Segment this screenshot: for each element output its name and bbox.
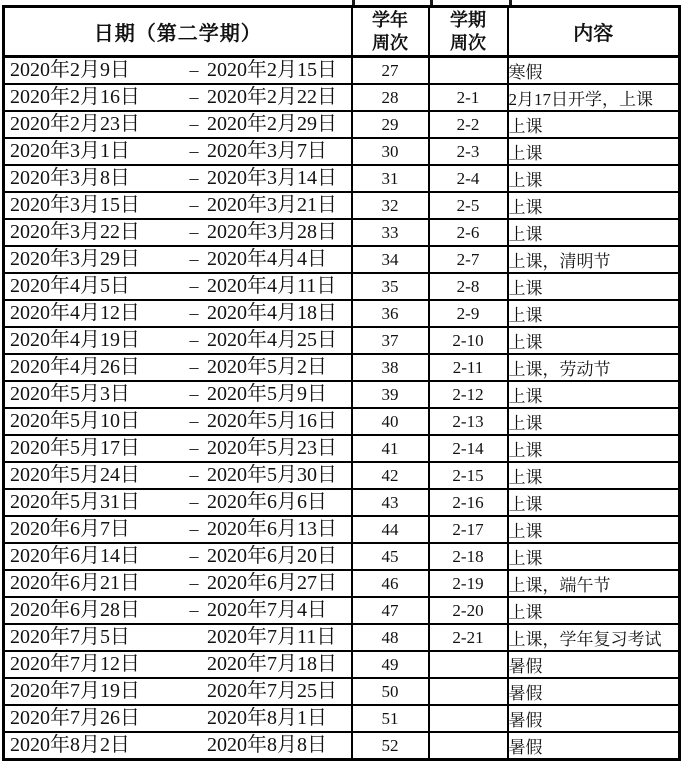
- date-separator: –: [189, 438, 199, 458]
- date-range: [5, 275, 351, 299]
- date-range: [5, 518, 351, 542]
- date-range: [5, 302, 351, 326]
- semester-week-cell: 2-16: [429, 489, 508, 516]
- content-cell: 上课，劳动节: [508, 354, 680, 381]
- content-cell: 暑假: [508, 705, 680, 732]
- content-cell: 上课: [508, 219, 680, 246]
- start-date: 2020年6月21日: [10, 572, 140, 594]
- date-range-cell: [4, 732, 352, 760]
- start-date: 2020年5月10日: [10, 410, 140, 432]
- start-date: 2020年7月5日: [10, 626, 130, 648]
- year-week-cell: 29: [352, 111, 429, 138]
- end-date: 2020年7月25日: [207, 680, 337, 702]
- start-date: 2020年8月2日: [10, 734, 130, 756]
- date-range: [5, 194, 351, 218]
- end-date: 2020年8月1日: [207, 707, 327, 729]
- date-range: [5, 356, 351, 380]
- start-date: 2020年5月17日: [10, 437, 140, 459]
- start-date: 2020年7月12日: [10, 653, 140, 675]
- semester-week-cell: 2-9: [429, 300, 508, 327]
- table-row: [4, 300, 680, 327]
- content-cell: 暑假: [508, 678, 680, 705]
- date-range: [5, 140, 351, 164]
- date-separator: –: [189, 600, 199, 620]
- year-week-cell: 36: [352, 300, 429, 327]
- col-header-date: [4, 7, 352, 57]
- date-range: [5, 86, 351, 110]
- semester-week-cell: 2-12: [429, 381, 508, 408]
- end-date: 2020年7月4日: [207, 599, 327, 621]
- table-row: [4, 246, 680, 273]
- date-range-cell: [4, 192, 352, 219]
- year-week-cell: 35: [352, 273, 429, 300]
- semester-week-cell: [429, 732, 508, 760]
- date-separator: –: [189, 87, 199, 107]
- content-cell: 上课，学年复习考试: [508, 624, 680, 651]
- start-date: 2020年7月26日: [10, 707, 140, 729]
- table-row: [4, 705, 680, 732]
- table-row: [4, 435, 680, 462]
- semester-week-cell: 2-21: [429, 624, 508, 651]
- table-row: [4, 543, 680, 570]
- date-separator: –: [189, 384, 199, 404]
- end-date: 2020年4月25日: [207, 329, 337, 351]
- semester-week-cell: 2-17: [429, 516, 508, 543]
- content-cell: 上课: [508, 327, 680, 354]
- date-separator: –: [189, 114, 199, 134]
- year-week-cell: 33: [352, 219, 429, 246]
- date-range-cell: [4, 624, 352, 651]
- date-range: [5, 167, 351, 191]
- year-week-cell: 49: [352, 651, 429, 678]
- semester-week-cell: 2-2: [429, 111, 508, 138]
- date-separator: –: [189, 573, 199, 593]
- date-separator: –: [189, 519, 199, 539]
- semester-week-cell: 2-5: [429, 192, 508, 219]
- end-date: 2020年2月15日: [207, 59, 337, 81]
- end-date: 2020年4月4日: [207, 248, 327, 270]
- content-cell: 上课: [508, 489, 680, 516]
- date-range-cell: [4, 354, 352, 381]
- content-cell: 上课: [508, 138, 680, 165]
- year-week-cell: 51: [352, 705, 429, 732]
- start-date: 2020年2月9日: [10, 59, 130, 81]
- date-range-cell: [4, 381, 352, 408]
- date-range: [5, 329, 351, 353]
- date-range-cell: [4, 678, 352, 705]
- semester-week-cell: 2-1: [429, 84, 508, 111]
- year-week-cell: 39: [352, 381, 429, 408]
- year-week-cell: 40: [352, 408, 429, 435]
- end-date: 2020年6月13日: [207, 518, 337, 540]
- year-week-label-line2: 周次: [372, 32, 408, 53]
- table-row: [4, 273, 680, 300]
- date-range: [5, 680, 351, 704]
- year-week-cell: 38: [352, 354, 429, 381]
- semester-week-cell: 2-8: [429, 273, 508, 300]
- semester-week-cell: [429, 651, 508, 678]
- table-row: [4, 678, 680, 705]
- date-range-cell: [4, 327, 352, 354]
- date-range: [5, 383, 351, 407]
- semester-week-cell: 2-7: [429, 246, 508, 273]
- semester-week-cell: 2-3: [429, 138, 508, 165]
- end-date: 2020年3月7日: [207, 140, 327, 162]
- semester-week-cell: 2-13: [429, 408, 508, 435]
- date-separator: –: [189, 357, 199, 377]
- end-date: 2020年7月18日: [207, 653, 337, 675]
- semester-week-label-line2: 周次: [450, 32, 486, 53]
- semester-week-cell: 2-20: [429, 597, 508, 624]
- start-date: 2020年2月23日: [10, 113, 140, 135]
- content-cell: 上课: [508, 543, 680, 570]
- semester-week-cell: 2-19: [429, 570, 508, 597]
- table-row: [4, 57, 680, 85]
- year-week-cell: 46: [352, 570, 429, 597]
- start-date: 2020年4月5日: [10, 275, 130, 297]
- year-week-cell: 30: [352, 138, 429, 165]
- date-range: [5, 707, 351, 731]
- end-date: 2020年5月30日: [207, 464, 337, 486]
- start-date: 2020年3月29日: [10, 248, 140, 270]
- start-date: 2020年3月8日: [10, 167, 130, 189]
- date-range-cell: [4, 138, 352, 165]
- date-separator: –: [189, 465, 199, 485]
- year-week-cell: 27: [352, 57, 429, 85]
- start-date: 2020年5月3日: [10, 383, 130, 405]
- content-cell: 上课: [508, 516, 680, 543]
- content-cell: 寒假: [508, 57, 680, 85]
- semester-week-cell: 2-14: [429, 435, 508, 462]
- content-cell: 上课: [508, 462, 680, 489]
- date-header-label: 日期（第二学期）: [93, 23, 262, 45]
- year-week-cell: 28: [352, 84, 429, 111]
- date-range: [5, 113, 351, 137]
- date-range: [5, 221, 351, 245]
- date-range: [5, 248, 351, 272]
- date-range: [5, 464, 351, 488]
- date-range-cell: [4, 219, 352, 246]
- table-row: [4, 651, 680, 678]
- table-row: [4, 516, 680, 543]
- start-date: 2020年6月14日: [10, 545, 140, 567]
- date-separator: –: [189, 249, 199, 269]
- end-date: 2020年6月20日: [207, 545, 337, 567]
- date-separator: –: [189, 330, 199, 350]
- content-cell: 上课: [508, 165, 680, 192]
- date-separator: –: [189, 222, 199, 242]
- table-row: [4, 327, 680, 354]
- date-separator: –: [189, 303, 199, 323]
- semester-calendar-table: [2, 5, 681, 761]
- date-range: [5, 59, 351, 83]
- date-range-cell: [4, 165, 352, 192]
- semester-week-cell: 2-15: [429, 462, 508, 489]
- end-date: 2020年3月14日: [207, 167, 337, 189]
- header-row: [4, 7, 680, 57]
- start-date: 2020年4月26日: [10, 356, 140, 378]
- date-range-cell: [4, 462, 352, 489]
- semester-week-label-line1: 学期: [450, 10, 486, 30]
- year-week-cell: 45: [352, 543, 429, 570]
- year-week-cell: 50: [352, 678, 429, 705]
- date-range-cell: [4, 705, 352, 732]
- table-row: [4, 597, 680, 624]
- content-cell: 上课: [508, 597, 680, 624]
- semester-week-cell: [429, 678, 508, 705]
- year-week-cell: 48: [352, 624, 429, 651]
- content-cell: 2月17日开学，上课: [508, 84, 680, 111]
- date-separator: –: [189, 492, 199, 512]
- date-separator: –: [189, 168, 199, 188]
- end-date: 2020年6月6日: [207, 491, 327, 513]
- date-range-cell: [4, 489, 352, 516]
- content-cell: 暑假: [508, 651, 680, 678]
- date-range: [5, 545, 351, 569]
- table-row: [4, 624, 680, 651]
- semester-week-cell: 2-6: [429, 219, 508, 246]
- end-date: 2020年4月11日: [207, 275, 337, 297]
- table-row: [4, 354, 680, 381]
- start-date: 2020年3月15日: [10, 194, 140, 216]
- year-week-cell: 34: [352, 246, 429, 273]
- date-range: [5, 437, 351, 461]
- date-range: [5, 626, 351, 650]
- date-separator: –: [189, 276, 199, 296]
- date-range-cell: [4, 435, 352, 462]
- end-date: 2020年2月29日: [207, 113, 337, 135]
- date-range-cell: [4, 543, 352, 570]
- end-date: 2020年3月28日: [207, 221, 337, 243]
- col-header-year-week: [352, 7, 429, 57]
- table-row: [4, 219, 680, 246]
- content-cell: 上课，清明节: [508, 246, 680, 273]
- content-cell: 上课: [508, 273, 680, 300]
- date-range: [5, 599, 351, 623]
- table-row: [4, 462, 680, 489]
- date-range: [5, 734, 351, 758]
- date-separator: –: [189, 141, 199, 161]
- date-range-cell: [4, 570, 352, 597]
- table-row: [4, 570, 680, 597]
- date-range-cell: [4, 597, 352, 624]
- semester-week-cell: 2-11: [429, 354, 508, 381]
- end-date: 2020年5月9日: [207, 383, 327, 405]
- col-header-semester-week: [429, 7, 508, 57]
- date-range-cell: [4, 111, 352, 138]
- end-date: 2020年5月2日: [207, 356, 327, 378]
- date-range-cell: [4, 57, 352, 85]
- start-date: 2020年7月19日: [10, 680, 140, 702]
- table-row: [4, 138, 680, 165]
- col-header-content: [508, 7, 680, 57]
- start-date: 2020年4月19日: [10, 329, 140, 351]
- table-row: [4, 381, 680, 408]
- content-cell: 上课: [508, 408, 680, 435]
- content-header-label: 内容: [573, 23, 614, 45]
- table-row: [4, 408, 680, 435]
- year-week-label-line1: 学年: [372, 10, 408, 30]
- date-separator: –: [189, 60, 199, 80]
- year-week-cell: 44: [352, 516, 429, 543]
- year-week-cell: 43: [352, 489, 429, 516]
- year-week-cell: 41: [352, 435, 429, 462]
- date-separator: –: [189, 411, 199, 431]
- date-range-cell: [4, 651, 352, 678]
- table-row: [4, 192, 680, 219]
- start-date: 2020年5月24日: [10, 464, 140, 486]
- year-week-cell: 31: [352, 165, 429, 192]
- date-range: [5, 491, 351, 515]
- start-date: 2020年2月16日: [10, 86, 140, 108]
- content-cell: 上课: [508, 192, 680, 219]
- content-cell: 上课: [508, 435, 680, 462]
- start-date: 2020年3月1日: [10, 140, 130, 162]
- table-row: [4, 489, 680, 516]
- table-header: [4, 7, 680, 57]
- start-date: 2020年3月22日: [10, 221, 140, 243]
- date-range-cell: [4, 300, 352, 327]
- start-date: 2020年6月28日: [10, 599, 140, 621]
- table-row: [4, 732, 680, 760]
- date-range: [5, 410, 351, 434]
- date-range-cell: [4, 246, 352, 273]
- content-cell: 上课: [508, 381, 680, 408]
- date-separator: –: [189, 546, 199, 566]
- end-date: 2020年8月8日: [207, 734, 327, 756]
- end-date: 2020年4月18日: [207, 302, 337, 324]
- semester-week-cell: 2-4: [429, 165, 508, 192]
- date-range-cell: [4, 273, 352, 300]
- content-cell: 上课，端午节: [508, 570, 680, 597]
- date-range-cell: [4, 408, 352, 435]
- end-date: 2020年2月22日: [207, 86, 337, 108]
- table-row: [4, 84, 680, 111]
- start-date: 2020年6月7日: [10, 518, 130, 540]
- semester-week-cell: [429, 705, 508, 732]
- end-date: 2020年3月21日: [207, 194, 337, 216]
- start-date: 2020年4月12日: [10, 302, 140, 324]
- end-date: 2020年5月23日: [207, 437, 337, 459]
- content-cell: 上课: [508, 300, 680, 327]
- date-range-cell: [4, 516, 352, 543]
- end-date: 2020年5月16日: [207, 410, 337, 432]
- year-week-cell: 32: [352, 192, 429, 219]
- year-week-cell: 37: [352, 327, 429, 354]
- year-week-cell: 47: [352, 597, 429, 624]
- semester-week-cell: 2-10: [429, 327, 508, 354]
- content-cell: 暑假: [508, 732, 680, 760]
- content-cell: 上课: [508, 111, 680, 138]
- end-date: 2020年6月27日: [207, 572, 337, 594]
- semester-week-cell: 2-18: [429, 543, 508, 570]
- semester-week-cell: [429, 57, 508, 85]
- year-week-cell: 42: [352, 462, 429, 489]
- table-row: [4, 165, 680, 192]
- year-week-cell: 52: [352, 732, 429, 760]
- start-date: 2020年5月31日: [10, 491, 140, 513]
- date-separator: –: [189, 195, 199, 215]
- date-range: [5, 653, 351, 677]
- table-body: [4, 57, 680, 760]
- table-row: [4, 111, 680, 138]
- end-date: 2020年7月11日: [207, 626, 337, 648]
- date-range: [5, 572, 351, 596]
- date-range-cell: [4, 84, 352, 111]
